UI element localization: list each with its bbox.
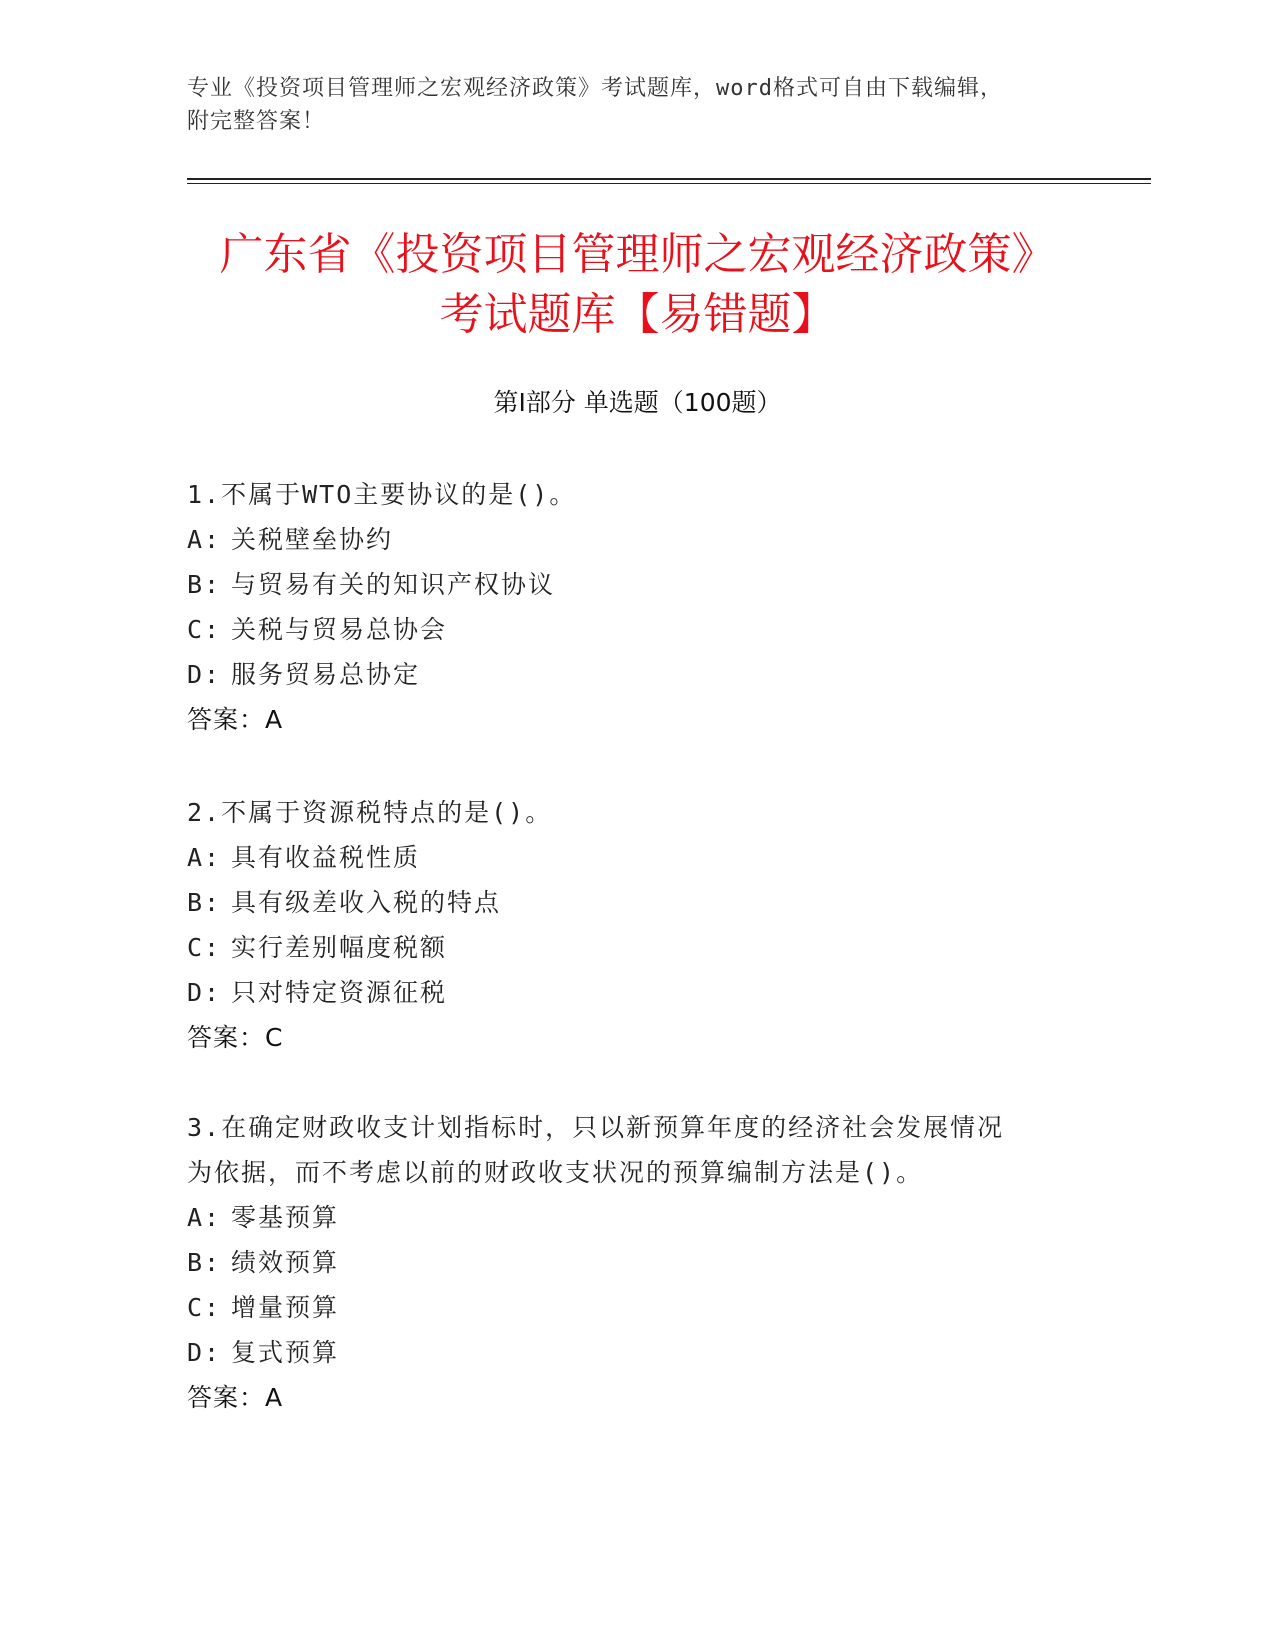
section-title: 第Ⅰ部分 单选题（100题） <box>493 388 782 417</box>
option-c <box>187 607 1087 652</box>
option-key: D: <box>187 1338 222 1367</box>
option-text: 服务贸易总协定 <box>231 660 421 689</box>
header-divider-thick <box>187 178 1151 180</box>
option-text: 增量预算 <box>231 1293 340 1322</box>
option-text: 复式预算 <box>231 1338 340 1367</box>
header-note-line-1: 专业《投资项目管理师之宏观经济政策》考试题库，word格式可自由下载编辑， <box>187 76 1003 101</box>
option-key: B: <box>187 570 222 599</box>
header-note <box>187 72 1067 138</box>
question-stem-line: 2.不属于资源税特点的是()。 <box>187 798 553 827</box>
option-text: 零基预算 <box>231 1203 340 1232</box>
option-b <box>187 562 1087 607</box>
question-3 <box>187 1105 1087 1420</box>
header-note-line-2: 附完整答案！ <box>187 109 326 134</box>
option-key: C: <box>187 933 222 962</box>
question-1 <box>187 472 1087 742</box>
option-key: A: <box>187 1203 222 1232</box>
option-text: 只对特定资源征税 <box>231 978 448 1007</box>
option-d <box>187 1330 1087 1375</box>
option-d <box>187 652 1087 697</box>
option-a <box>187 1195 1087 1240</box>
option-text: 与贸易有关的知识产权协议 <box>231 570 556 599</box>
document-title-line-1: 广东省《投资项目管理师之宏观经济政策》 <box>219 229 1056 280</box>
option-key: C: <box>187 615 222 644</box>
question-stem-line: 为依据，而不考虑以前的财政收支状况的预算编制方法是()。 <box>187 1158 924 1187</box>
answer: 答案：A <box>187 705 284 734</box>
option-text: 具有级差收入税的特点 <box>231 888 502 917</box>
option-key: D: <box>187 978 222 1007</box>
option-key: B: <box>187 888 222 917</box>
option-key: B: <box>187 1248 222 1277</box>
question-2 <box>187 790 1087 1060</box>
answer: 答案：A <box>187 1383 284 1412</box>
option-b <box>187 880 1087 925</box>
option-text: 具有收益税性质 <box>231 843 421 872</box>
document-title-line-2: 考试题库【易错题】 <box>439 289 836 340</box>
question-stem-line: 1.不属于WTO主要协议的是()。 <box>187 480 577 509</box>
option-key: D: <box>187 660 222 689</box>
option-key: A: <box>187 843 222 872</box>
question-stem-line: 3.在确定财政收支计划指标时，只以新预算年度的经济社会发展情况 <box>187 1113 1005 1142</box>
option-text: 实行差别幅度税额 <box>231 933 448 962</box>
header-divider-thin <box>187 183 1151 184</box>
option-c <box>187 925 1087 970</box>
option-a <box>187 517 1087 562</box>
option-text: 绩效预算 <box>231 1248 340 1277</box>
question-stem <box>187 790 1087 835</box>
option-b <box>187 1240 1087 1285</box>
option-key: C: <box>187 1293 222 1322</box>
option-text: 关税与贸易总协会 <box>231 615 448 644</box>
option-text: 关税壁垒协约 <box>231 525 394 554</box>
option-key: A: <box>187 525 222 554</box>
answer: 答案：C <box>187 1023 284 1052</box>
question-stem <box>187 472 1087 517</box>
option-c <box>187 1285 1087 1330</box>
option-a <box>187 835 1087 880</box>
question-stem <box>187 1105 1087 1195</box>
document-title <box>150 225 1125 345</box>
option-d <box>187 970 1087 1015</box>
